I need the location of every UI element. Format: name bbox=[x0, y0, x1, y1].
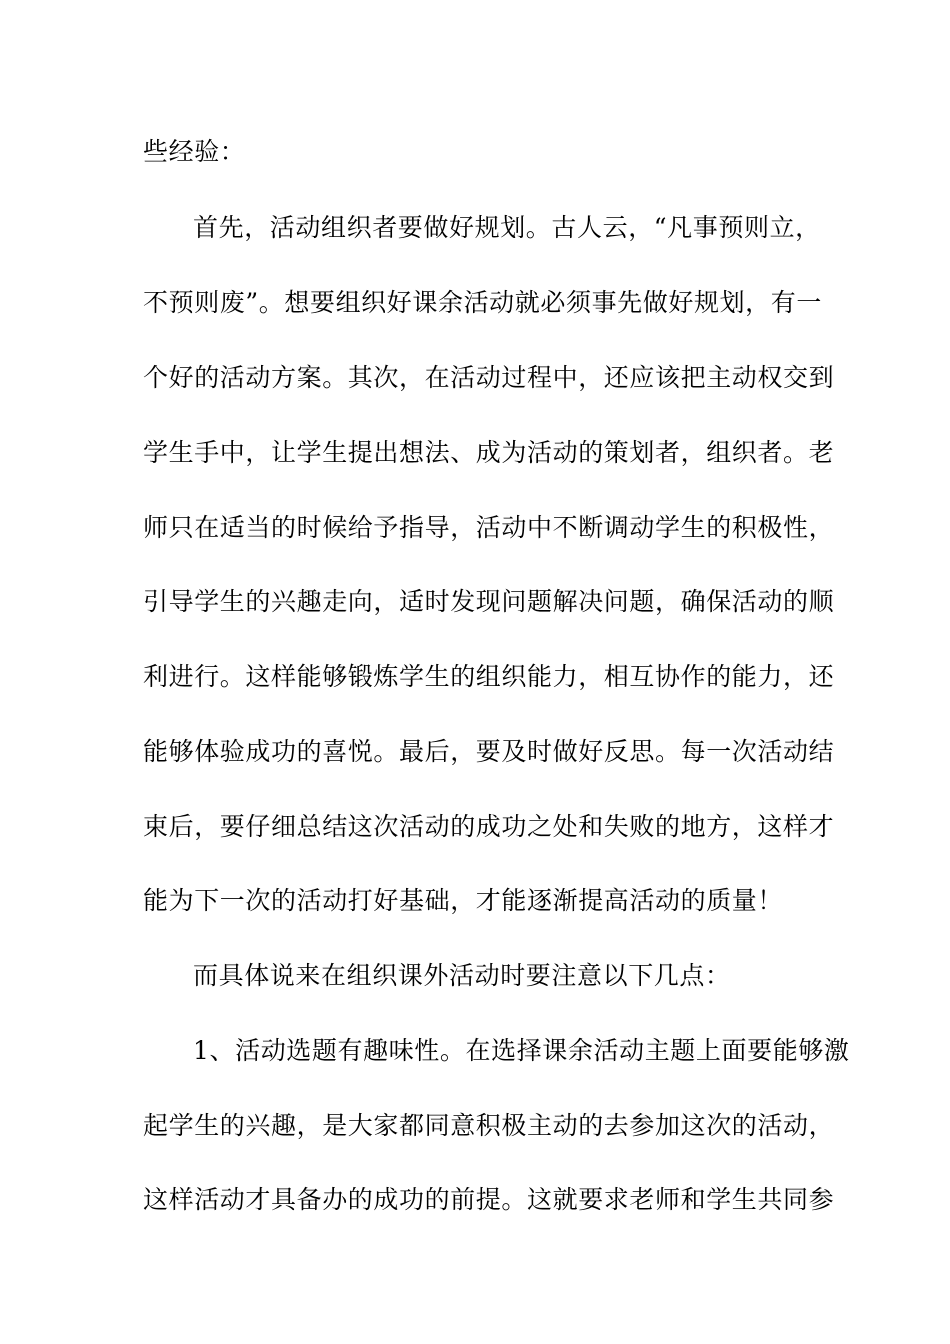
text-line: 些经验： bbox=[143, 137, 246, 166]
text-line: 这样活动才具备办的成功的前提。这就要求老师和学生共同参 bbox=[143, 1185, 835, 1214]
text-line: 束后，要仔细总结这次活动的成功之处和失败的地方，这样才 bbox=[143, 812, 835, 841]
paragraph-first-line: 首先，活动组织者要做好规划。古人云，“凡事预则立， bbox=[193, 213, 821, 242]
text-line: 引导学生的兴趣走向，适时发现问题解决问题，确保活动的顺 bbox=[143, 587, 835, 616]
text-line: 个好的活动方案。其次，在活动过程中，还应该把主动权交到 bbox=[143, 363, 835, 392]
text-line: 师只在适当的时候给予指导，活动中不断调动学生的积极性， bbox=[143, 513, 835, 542]
text-line: 学生手中，让学生提出想法、成为活动的策划者，组织者。老 bbox=[143, 438, 835, 467]
text-line: 不预则废”。想要组织好课余活动就必须事先做好规划，有一 bbox=[143, 288, 822, 317]
text-line: 利进行。这样能够锻炼学生的组织能力，相互协作的能力，还 bbox=[143, 662, 835, 691]
text-line: 能为下一次的活动打好基础，才能逐渐提高活动的质量！ bbox=[143, 886, 784, 915]
paragraph-first-line: 而具体说来在组织课外活动时要注意以下几点： bbox=[193, 961, 731, 990]
paragraph-first-line: 1、活动选题有趣味性。在选择课余活动主题上面要能够激 bbox=[193, 1036, 850, 1065]
text-line: 起学生的兴趣，是大家都同意积极主动的去参加这次的活动， bbox=[143, 1111, 835, 1140]
text-line: 能够体验成功的喜悦。最后，要及时做好反思。每一次活动结 bbox=[143, 737, 835, 766]
